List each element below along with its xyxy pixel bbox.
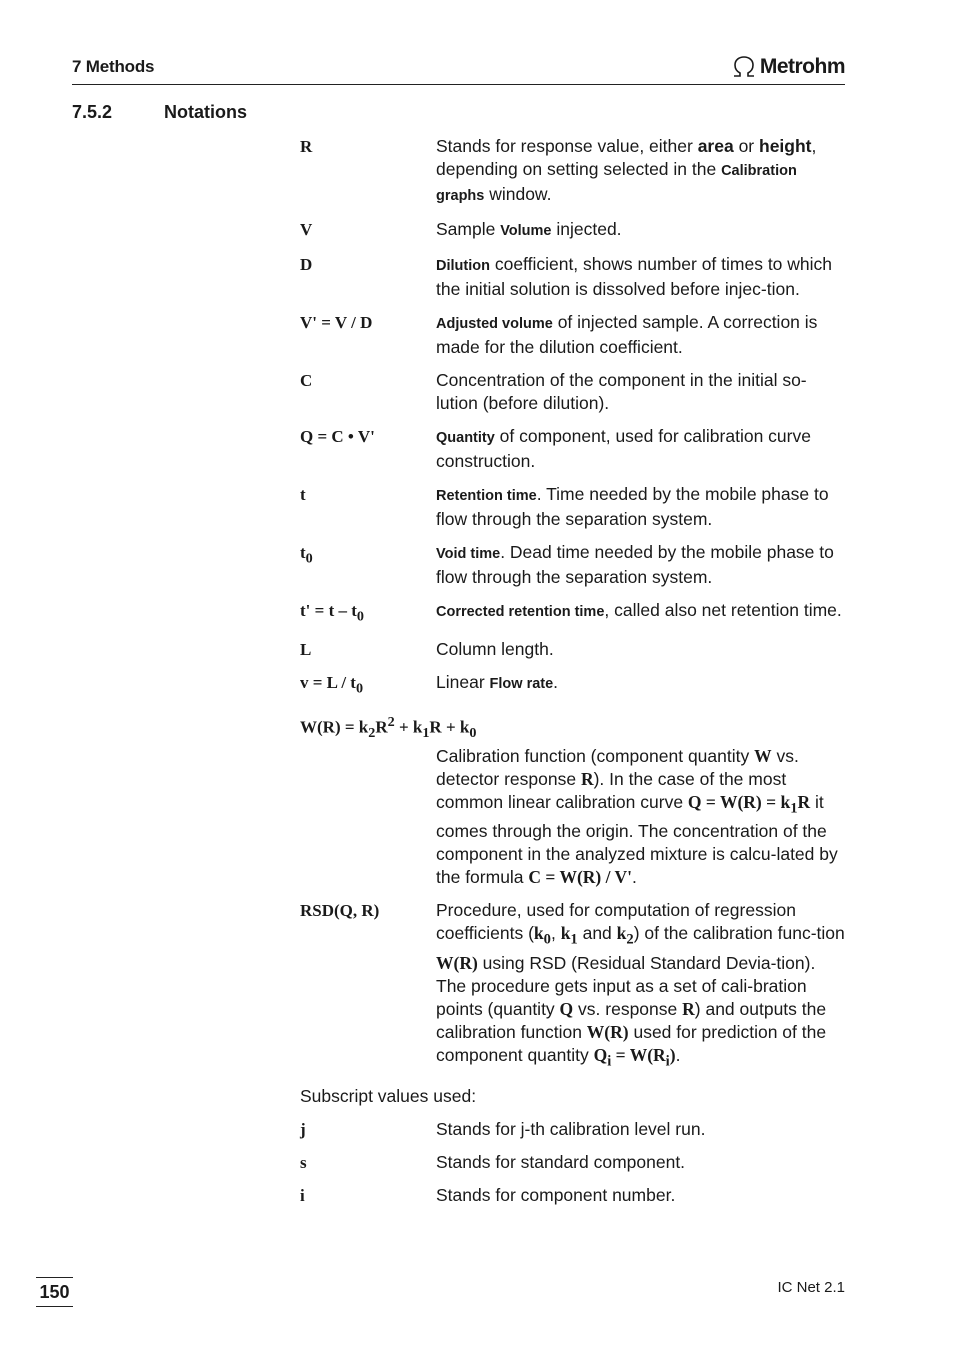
- page-header: [72, 54, 845, 85]
- notation-row: [300, 671, 848, 700]
- notation-row: [300, 253, 848, 301]
- notation-description: Concentration of the component in the initial so-lution (before dilution).: [436, 370, 807, 413]
- notation-row: [300, 311, 848, 359]
- notation-row: [300, 218, 848, 243]
- subscript-term: s: [300, 1153, 307, 1173]
- section-number: 7.5.2: [72, 102, 113, 122]
- notation-row: [300, 899, 848, 1073]
- subscript-term: j: [300, 1120, 306, 1140]
- notation-term: V' = V / D: [300, 313, 373, 332]
- notation-list: [300, 135, 848, 1217]
- subscript-row: [300, 1151, 848, 1174]
- notation-term: V: [300, 220, 313, 239]
- notation-description: Column length.: [436, 639, 554, 660]
- notation-row: [300, 541, 848, 589]
- notation-term: C: [300, 371, 313, 390]
- section-title: Notations: [164, 102, 247, 122]
- notation-description: Dilution coefficient, shows number of times to which the initial solution is dissolved before injec-tion.: [436, 254, 833, 299]
- subscript-description: Stands for j-th calibration level run.: [436, 1119, 706, 1140]
- product-name: IC Net 2.1: [777, 1279, 845, 1296]
- subscript-description: Stands for standard component.: [436, 1152, 686, 1173]
- subscript-row: [300, 1118, 848, 1141]
- notation-term: t: [300, 485, 306, 504]
- notation-row: [300, 425, 848, 473]
- page-number: 150: [36, 1277, 73, 1307]
- notation-description: Procedure, used for computation of regression coefficients ($k_0$, $k_1$ and $k_2$) of the calibration func-tion W(R) using RSD (Residual Standard Devia-tion). The procedure gets input as a set of cali-bration points (quantity Q vs. response R) and outputs the calibration function W(R) used for prediction of the component quantity $Q_i = W(R_i)$.: [436, 900, 845, 1070]
- notation-description: Quantity of component, used for calibration curve construction.: [436, 426, 811, 471]
- notation-description: Sample Volume injected.: [436, 219, 622, 239]
- omega-icon: [731, 54, 757, 80]
- notation-term: $W(R) = k_2R^2 + k_1R + k_0$: [300, 713, 477, 741]
- subscript-row: [300, 1184, 848, 1207]
- notation-row: [300, 599, 848, 628]
- notation-row: [300, 483, 848, 531]
- brand-logo-text: Metrohm: [759, 55, 845, 78]
- notation-description: Linear Flow rate.: [436, 672, 559, 693]
- subscript-intro: Subscript values used:: [300, 1086, 477, 1107]
- brand-logo: [731, 54, 845, 80]
- notation-row: [300, 369, 848, 415]
- notation-term: $v = L / t_0$: [300, 673, 364, 697]
- notation-description: Void time. Dead time needed by the mobile phase to flow through the separation system.: [436, 542, 834, 587]
- notation-term: D: [300, 255, 313, 274]
- notation-row: [300, 135, 848, 208]
- subscript-description: Stands for component number.: [436, 1185, 676, 1206]
- notation-term: Q = C • V': [300, 427, 375, 446]
- notation-description: Adjusted volume of injected sample. A correction is made for the dilution coefficient.: [436, 312, 818, 357]
- notation-term: $t_0$: [300, 543, 313, 567]
- notation-description: Retention time. Time needed by the mobile phase to flow through the separation system.: [436, 484, 829, 529]
- notation-description: Stands for response value, either area or height, depending on setting selected in the Calibration graphs window.: [436, 136, 817, 204]
- chapter-title: 7 Methods: [72, 57, 155, 76]
- notation-term: RSD(Q, R): [300, 901, 380, 921]
- notation-term: $t' = t - t_0$: [300, 601, 364, 625]
- section-heading: [72, 102, 247, 123]
- notation-row: [300, 711, 848, 890]
- notation-description: Corrected retention time, called also net retention time.: [436, 600, 842, 620]
- notation-term: L: [300, 640, 312, 660]
- notation-description: Calibration function (component quantity W vs. detector response R). In the case of the most common linear calibration curve $Q = W(R) = k_1R$ it comes through the origin. The concentration of the component in the analyzed mixture is calcu-lated by the formula C = W(R) / V'.: [436, 745, 838, 888]
- subscript-term: i: [300, 1186, 305, 1206]
- notation-term: R: [300, 137, 313, 156]
- notation-row: [300, 638, 848, 661]
